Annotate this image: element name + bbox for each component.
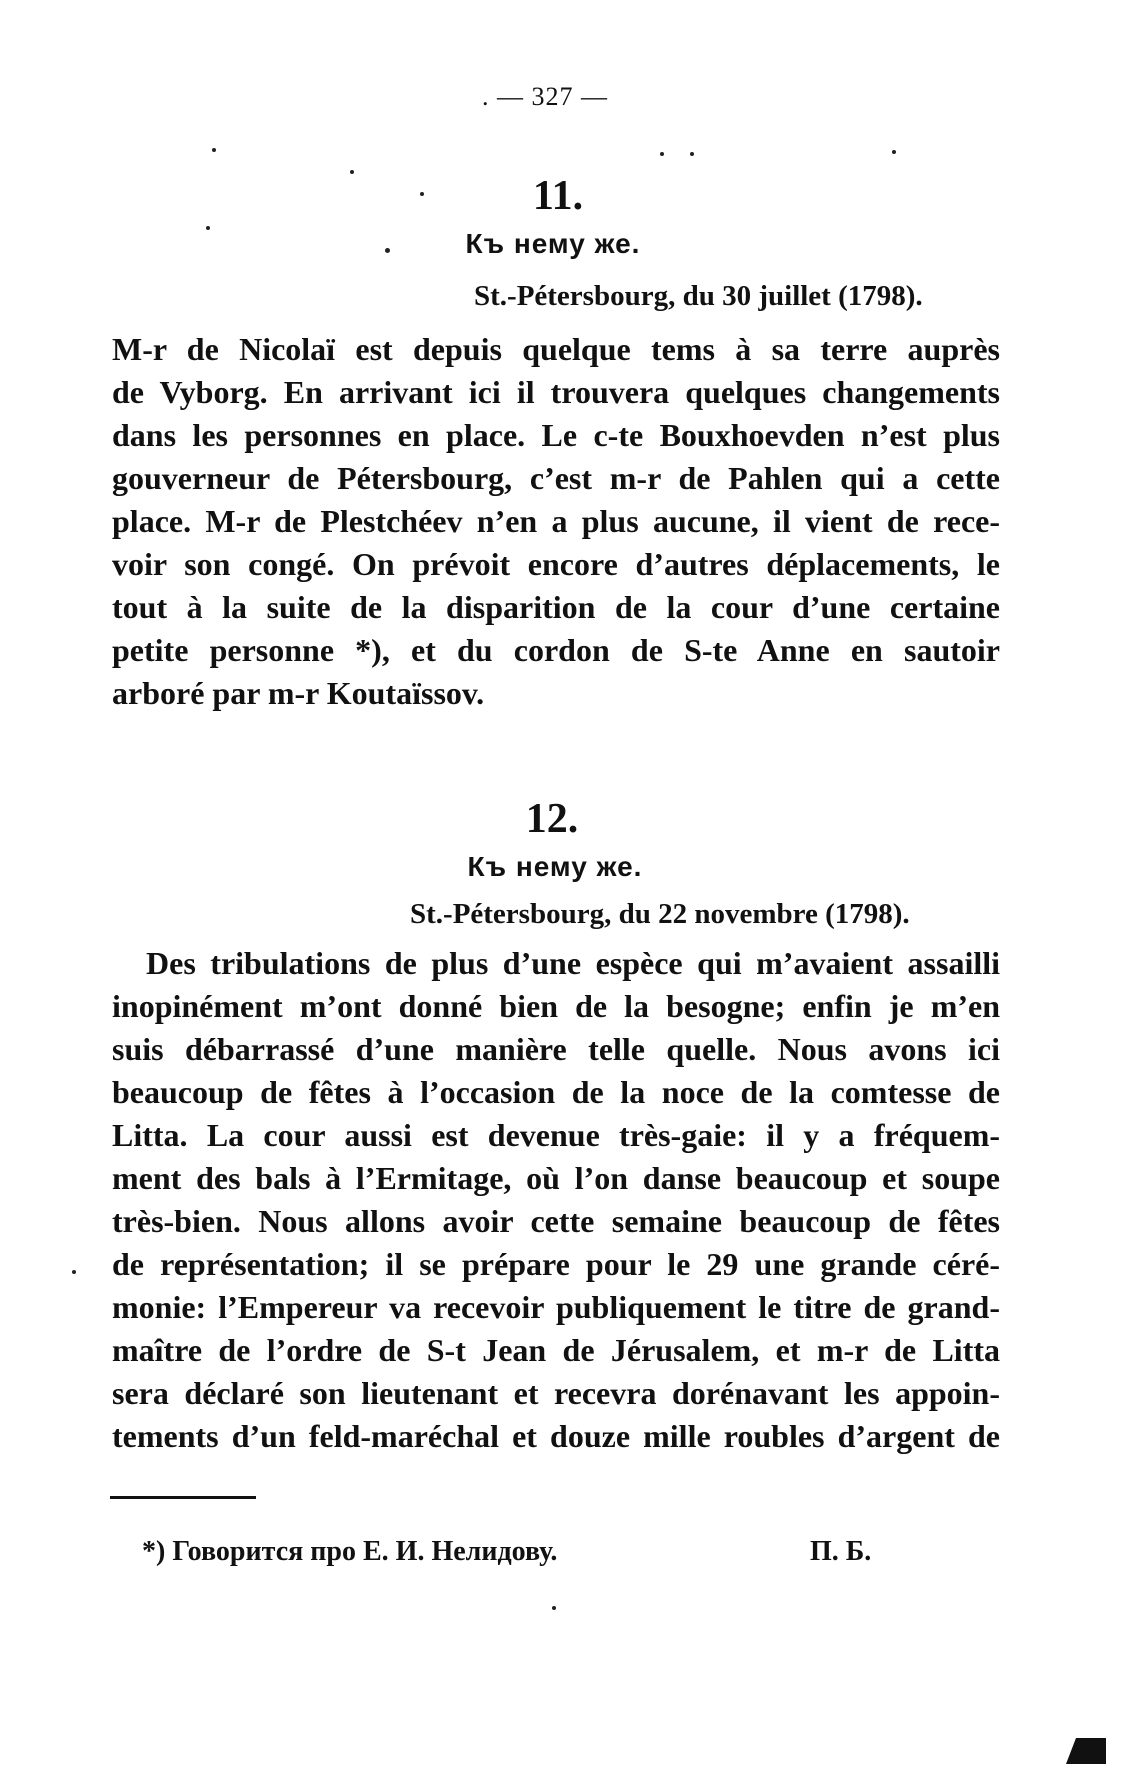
- letter-body: [112, 328, 1000, 715]
- scan-speck: [385, 248, 390, 253]
- letter-addressee: Къ нему же.: [465, 228, 641, 259]
- letter-dateline: St.-Pétersbourg, du 30 juillet (1798).: [474, 280, 923, 312]
- text-line: gouverneur de Pétersbourg, c’est m-r de Pahlen qui a cette: [112, 460, 1000, 496]
- footnote-text: *) Говорится про Е. И. Нелидову.: [142, 1536, 558, 1567]
- footnote-signature: П. Б.: [810, 1536, 872, 1567]
- scan-speck: [212, 148, 216, 152]
- letter-dateline: St.-Pétersbourg, du 22 novembre (1798).: [410, 898, 910, 930]
- text-line: M-r de Nicolaï est depuis quelque tems à sa terre auprès: [112, 331, 1000, 367]
- footnote-rule: [110, 1496, 256, 1499]
- scan-speck: [552, 1606, 556, 1610]
- text-line: arboré par m-r Koutaïssov.: [112, 675, 485, 711]
- scan-speck: [72, 1270, 76, 1274]
- text-line: voir son congé. On prévoit encore d’autres déplacements, le: [112, 546, 1000, 582]
- scan-speck: [690, 152, 694, 156]
- page-number: . — 327 —: [482, 82, 608, 111]
- text-line: sera déclaré son lieutenant et recevra dorénavant les appoin-: [112, 1375, 1000, 1411]
- scan-mark: [1066, 1738, 1106, 1764]
- text-line: monie: l’Empereur va recevoir publiquement le titre de grand-: [112, 1289, 1000, 1325]
- text-line: tout à la suite de la disparition de la cour d’une certaine: [112, 589, 1000, 625]
- letter-number: 11.: [532, 173, 584, 219]
- scan-speck: [660, 152, 664, 156]
- scan-speck: [420, 192, 424, 196]
- text-line: Litta. La cour aussi est devenue très-gaie: il y a fréquem-: [112, 1117, 1000, 1153]
- text-line: place. M-r de Plestchéev n’en a plus aucune, il vient de rece-: [112, 503, 1000, 539]
- text-line: Des tribulations de plus d’une espèce qui m’avaient assailli: [146, 945, 1000, 981]
- letter-body: [112, 942, 1000, 1458]
- text-line: beaucoup de fêtes à l’occasion de la noce de la comtesse de: [112, 1074, 1000, 1110]
- text-line: ment des bals à l’Ermitage, où l’on danse beaucoup et soupe: [112, 1160, 1000, 1196]
- text-line: de représentation; il se prépare pour le 29 une grande céré-: [112, 1246, 1000, 1282]
- scan-speck: [892, 150, 896, 154]
- text-line: tements d’un feld-maréchal et douze mille roubles d’argent de: [112, 1418, 1000, 1454]
- text-line: inopinément m’ont donné bien de la besogne; enfin je m’en: [112, 988, 1000, 1024]
- text-line: petite personne *), et du cordon de S-te Anne en sautoir: [112, 632, 1000, 668]
- text-line: suis débarrassé d’une manière telle quelle. Nous avons ici: [112, 1031, 1000, 1067]
- text-line: dans les personnes en place. Le c-te Bouxhoevden n’est plus: [112, 417, 1000, 453]
- letter-addressee: Къ нему же.: [467, 851, 643, 882]
- text-line: de Vyborg. En arrivant ici il trouvera quelques changements: [112, 374, 1000, 410]
- text-line: très-bien. Nous allons avoir cette semaine beaucoup de fêtes: [112, 1203, 1000, 1239]
- scan-speck: [350, 170, 354, 174]
- letter-number: 12.: [525, 796, 579, 842]
- text-line: maître de l’ordre de S-t Jean de Jérusalem, et m-r de Litta: [112, 1332, 1000, 1368]
- scan-speck: [206, 226, 210, 230]
